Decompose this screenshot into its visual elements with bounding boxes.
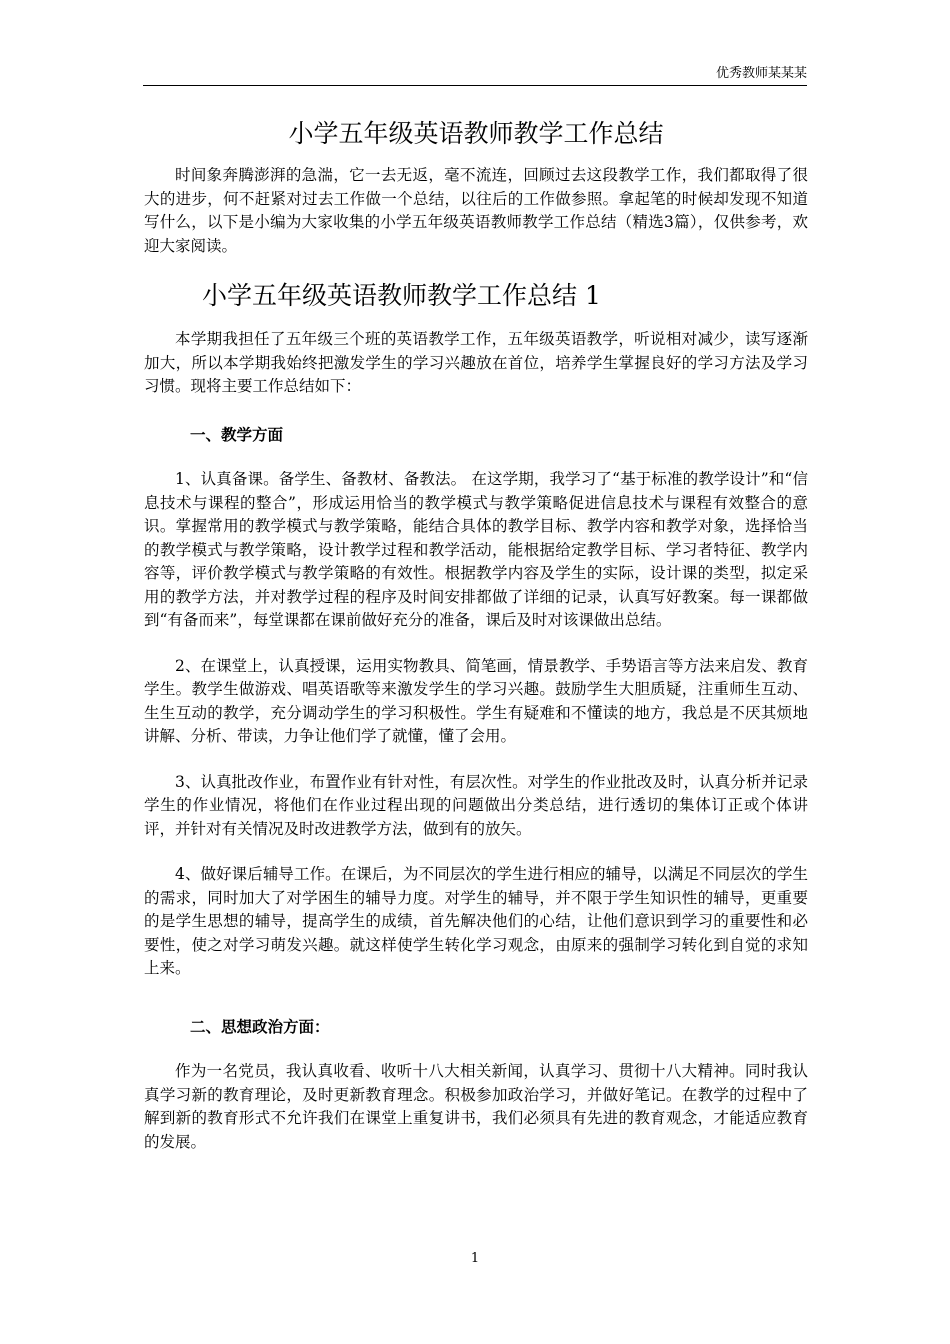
section2-paragraph: 作为一名党员，我认真收看、收听十八大相关新闻，认真学习、贯彻十八大精神。同时我认真学习新的教育理论，及时更新教育理念。积极参加政治学习，并做好笔记。在教学的过程中了解到新的教育形式不允许我们在课堂上重复讲书，我们必须具有先进的教育观念，才能适应教育的发展。: [144, 1062, 808, 1151]
section1-paragraph: 2、在课堂上，认真授课，运用实物教具、简笔画，情景教学、手势语言等方法来启发、教育学生。教学生做游戏、唱英语歌等来激发学生的学习兴趣。鼓励学生大胆质疑，注重师生互动、生生互动的教学，充分调动学生的学习积极性。学生有疑难和不懂读的地方，我总是不厌其烦地讲解、分析、带读，力争让他们学了就懂，懂了会用。: [144, 656, 808, 745]
section1-paragraph: 4、做好课后辅导工作。在课后，为不同层次的学生进行相应的辅导，以满足不同层次的学生的需求，同时加大了对学困生的辅导力度。对学生的辅导，并不限于学生知识性的辅导，更重要的是学生思想的辅导，提高学生的成绩，首先解决他们的心结，让他们意识到学习的重要性和必要性，使之对学习萌发兴趣。就这样使学生转化学习观念，由原来的强制学习转化到自觉的求知上来。: [144, 865, 808, 977]
header-divider: [143, 85, 807, 86]
article-subtitle: 小学五年级英语教师教学工作总结 1: [202, 281, 601, 310]
section-heading-politics: 二、思想政治方面：: [190, 1016, 330, 1036]
page-number: 1: [470, 1251, 480, 1266]
document-body: [144, 114, 808, 1154]
section1-paragraph: 1、认真备课。备学生、备教材、备教法。 在这学期，我学习了“基于标准的教学设计”和“信息技术与课程的整合”，形成运用恰当的教学模式与教学策略促进信息技术与课程有效整合的意识。掌握常用的教学模式与教学策略，能结合具体的教学目标、教学内容和教学对象，选择恰当的教学模式与教学策略，设计教学过程和教学活动，能根据给定教学目标、学习者特征、教学内容等，评价教学模式与教学策略的有效性。根据教学内容及学生的实际，设计课的类型，拟定采用的教学方法，并对教学过程的程序及时间安排都做了详细的记录，认真写好教案。每一课都做到“有备而来”，每堂课都在课前做好充分的准备，课后及时对该课做出总结。: [144, 470, 808, 629]
page-title: 小学五年级英语教师教学工作总结: [288, 119, 664, 148]
section1-paragraph: 3、认真批改作业，布置作业有针对性，有层次性。对学生的作业批改及时，认真分析并记录学生的作业情况，将他们在作业过程出现的问题做出分类总结，进行透切的集体订正或个体讲评，并针对有关情况及时改进教学方法，做到有的放矢。: [144, 772, 808, 838]
header-author: 优秀教师某某某: [715, 66, 807, 81]
intro-paragraph: 时间象奔腾澎湃的急湍，它一去无返，毫不流连，回顾过去这段教学工作，我们都取得了很大的进步，何不赶紧对过去工作做一个总结，以往后的工作做参照。拿起笔的时候却发现不知道写什么，以下是小编为大家收集的小学五年级英语教师教学工作总结（精选3篇），仅供参考，欢迎大家阅读。: [144, 166, 808, 255]
section-heading-teaching: 一、教学方面: [190, 424, 284, 444]
opening-paragraph: 本学期我担任了五年级三个班的英语教学工作，五年级英语教学，听说相对减少，读写逐渐加大，所以本学期我始终把激发学生的学习兴趣放在首位，培养学生掌握良好的学习方法及学习习惯。现将主要工作总结如下：: [144, 330, 808, 395]
